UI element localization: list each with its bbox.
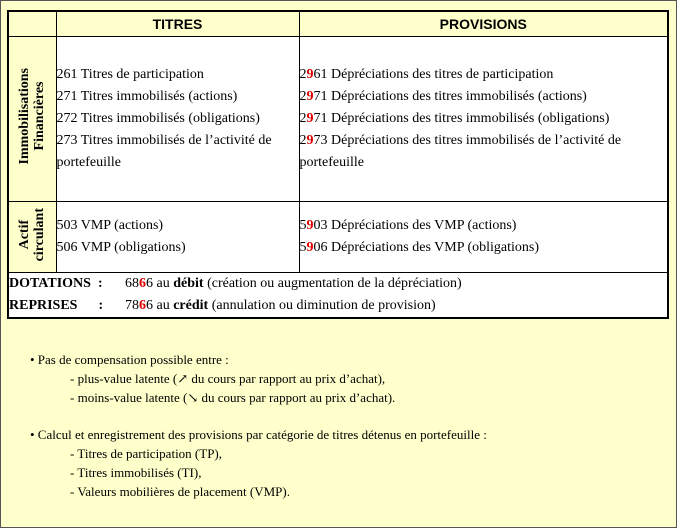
notes-section <box>30 350 660 501</box>
side-label-immobilisations: Immobilisations Financières <box>8 37 56 202</box>
titre-item: 261 Titres de participation <box>56 67 204 82</box>
note-bullet: • Pas de compensation possible entre : <box>30 352 229 367</box>
header-titres: TITRES <box>56 11 299 37</box>
dotations-line: DOTATIONS : 6866 au débit (création ou augmentation de la dépréciation) <box>9 276 462 291</box>
provisions-cell-immobilisations <box>299 37 668 202</box>
note-item: - Titres de participation (TP), <box>70 446 223 461</box>
note-item: - Titres immobilisés (TI), <box>70 465 202 480</box>
provision-item: 2973 Dépréciations des titres immobilisés de l’activité de portefeuille <box>299 133 622 170</box>
titre-item: 272 Titres immobilisés (obligations) <box>56 111 260 126</box>
titre-item: 271 Titres immobilisés (actions) <box>56 89 238 104</box>
note-item: - Valeurs mobilières de placement (VMP). <box>70 484 290 499</box>
note-item: - plus-value latente (↗ du cours par rapport au prix d’achat), <box>70 371 386 386</box>
note-bullet: • Calcul et enregistrement des provisions par catégorie de titres détenus en portefeuille : <box>30 427 487 442</box>
section-row-actif-circulant <box>8 202 668 273</box>
corner-cell <box>8 11 56 37</box>
provision-item: 2961 Dépréciations des titres de participation <box>299 67 554 82</box>
titres-cell-actif-circulant <box>56 202 299 273</box>
note-item: - moins-value latente (↘ du cours par rapport au prix d’achat). <box>70 390 396 405</box>
provision-item: 5903 Dépréciations des VMP (actions) <box>299 218 517 233</box>
provisions-table <box>7 10 669 319</box>
provision-item: 2971 Dépréciations des titres immobilisés (actions) <box>299 89 587 104</box>
provisions-cell-actif-circulant <box>299 202 668 273</box>
titre-item: 503 VMP (actions) <box>56 218 164 233</box>
footer-cell <box>8 273 668 319</box>
titre-item: 273 Titres immobilisés de l’activité de portefeuille <box>56 133 272 170</box>
footer-row <box>8 273 668 319</box>
provision-item: 5906 Dépréciations des VMP (obligations) <box>299 240 540 255</box>
header-provisions: PROVISIONS <box>299 11 668 37</box>
side-label-actif-circulant: Actif circulant <box>8 202 56 273</box>
titre-item: 506 VMP (obligations) <box>56 240 186 255</box>
provision-item: 2971 Dépréciations des titres immobilisés (obligations) <box>299 111 610 126</box>
section-row-immobilisations <box>8 37 668 202</box>
titres-cell-immobilisations <box>56 37 299 202</box>
reprises-line: REPRISES : 7866 au crédit (annulation ou diminution de provision) <box>9 298 436 313</box>
